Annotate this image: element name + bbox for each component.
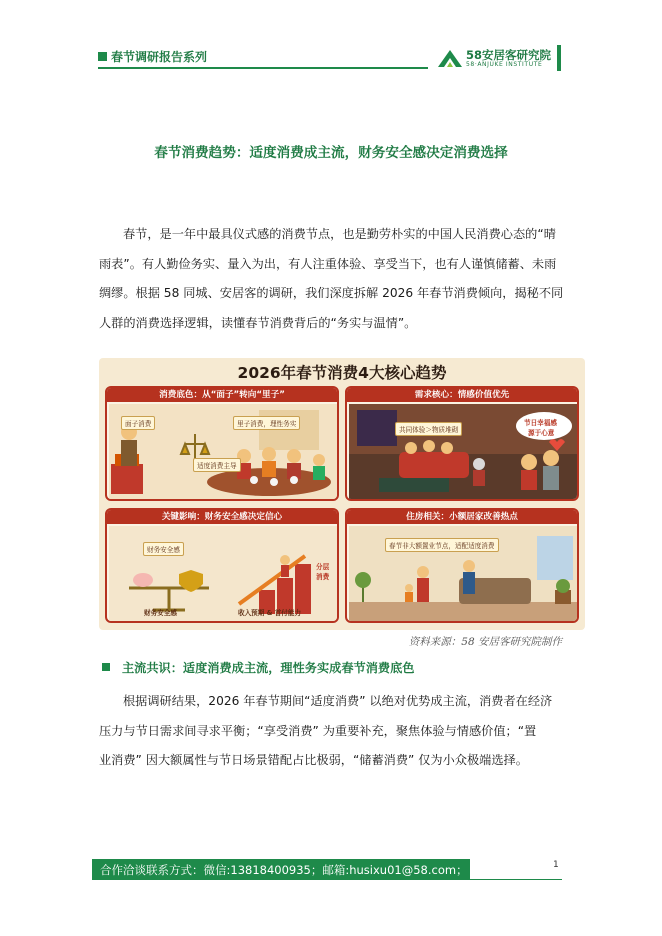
- panel-heading: 需求核心：情感价值优先: [347, 388, 577, 402]
- trend-tag: 面子消费: [121, 416, 155, 430]
- trend-tag: 分层: [316, 563, 330, 571]
- header-rule: [98, 67, 428, 69]
- trend-tag: 节日幸福感: [524, 419, 557, 427]
- intro-line: 人群的消费选择逻辑，读懂春节消费背后的“务实与温情”。: [99, 315, 417, 330]
- body-line: 业消费” 因大额属性与节日场景错配占比极弱，“储蓄消费” 仅为小众极端选择。: [99, 753, 528, 767]
- trend-tag: 源于心意: [528, 429, 555, 437]
- trend-tag: 适度消费主导: [193, 458, 241, 472]
- section-bullet-icon: [102, 663, 110, 671]
- footer-contact: 合作洽谈联系方式：微信:13818400935；邮箱:husixu01@58.com；: [100, 863, 468, 877]
- panel-heading: 消费底色：从“面子”转向“里子”: [107, 388, 337, 402]
- findings-paragraph: [99, 687, 565, 776]
- trend-panel-consumption-base: [105, 386, 339, 501]
- infographic-title: 2026年春节消费4大核心趋势: [237, 364, 447, 382]
- trend-tag: 里子消费，理性务实: [233, 416, 300, 430]
- intro-line: 春节，是一年中最具仪式感的消费节点，也是勤劳朴实的中国人民消费心态的“晴: [123, 227, 556, 241]
- page-number: 1: [553, 860, 559, 870]
- trend-panel-emotional-value: [345, 386, 579, 501]
- intro-paragraph: [99, 220, 565, 338]
- footer-rule: [92, 879, 562, 880]
- intro-line: 雨表”。有人勤俭务实、量入为出，有人注重体验、享受当下，也有人谨慎储蓄、未雨: [99, 256, 557, 271]
- trends-infographic: [99, 358, 585, 630]
- image-caption: 资料来源：58 安居客研究院制作: [408, 636, 562, 648]
- trend-tag: 收入预期 & 首付能力: [238, 609, 302, 617]
- header-accent-bar: [557, 45, 561, 71]
- trend-tag: 共同体验＞物质堆砌: [395, 422, 462, 436]
- document-title: 春节消费趋势：适度消费成主流，财务安全感决定消费选择: [154, 145, 508, 161]
- logo-mark-icon: [437, 48, 463, 68]
- logo-name: 58安居客研究院: [466, 48, 552, 62]
- logo-english: 58·ANJUKE INSTITUTE: [466, 61, 543, 68]
- institute-logo: [437, 46, 552, 72]
- trend-panel-home-improvement: [345, 508, 579, 623]
- series-title: 春节调研报告系列: [111, 50, 208, 64]
- trend-panel-financial-security: [105, 508, 339, 623]
- section-heading: 主流共识：适度消费成主流，理性务实成春节消费底色: [122, 661, 415, 675]
- trend-tag: 财务安全感: [143, 542, 184, 556]
- body-line: 压力与节日需求间寻求平衡；“享受消费” 为重要补充，聚焦体验与情感价值；“置: [99, 723, 537, 738]
- trend-tag: 消费: [316, 573, 330, 581]
- panel-heading: 住房相关：小额居家改善热点: [347, 510, 577, 524]
- panel-heading: 关键影响：财务安全感决定信心: [107, 510, 337, 524]
- trend-tag: 春节非大额置业节点，适配适度消费: [385, 538, 499, 552]
- intro-line: 绸缪。根据 58 同城、安居客的调研，我们深度拆解 2026 年春节消费倾向，揭秘不同: [99, 286, 564, 300]
- body-line: 根据调研结果，2026 年春节期间“适度消费” 以绝对优势成主流，消费者在经济: [123, 694, 553, 708]
- trend-tag: 财务安全感: [144, 609, 177, 617]
- header-marker: [98, 52, 107, 61]
